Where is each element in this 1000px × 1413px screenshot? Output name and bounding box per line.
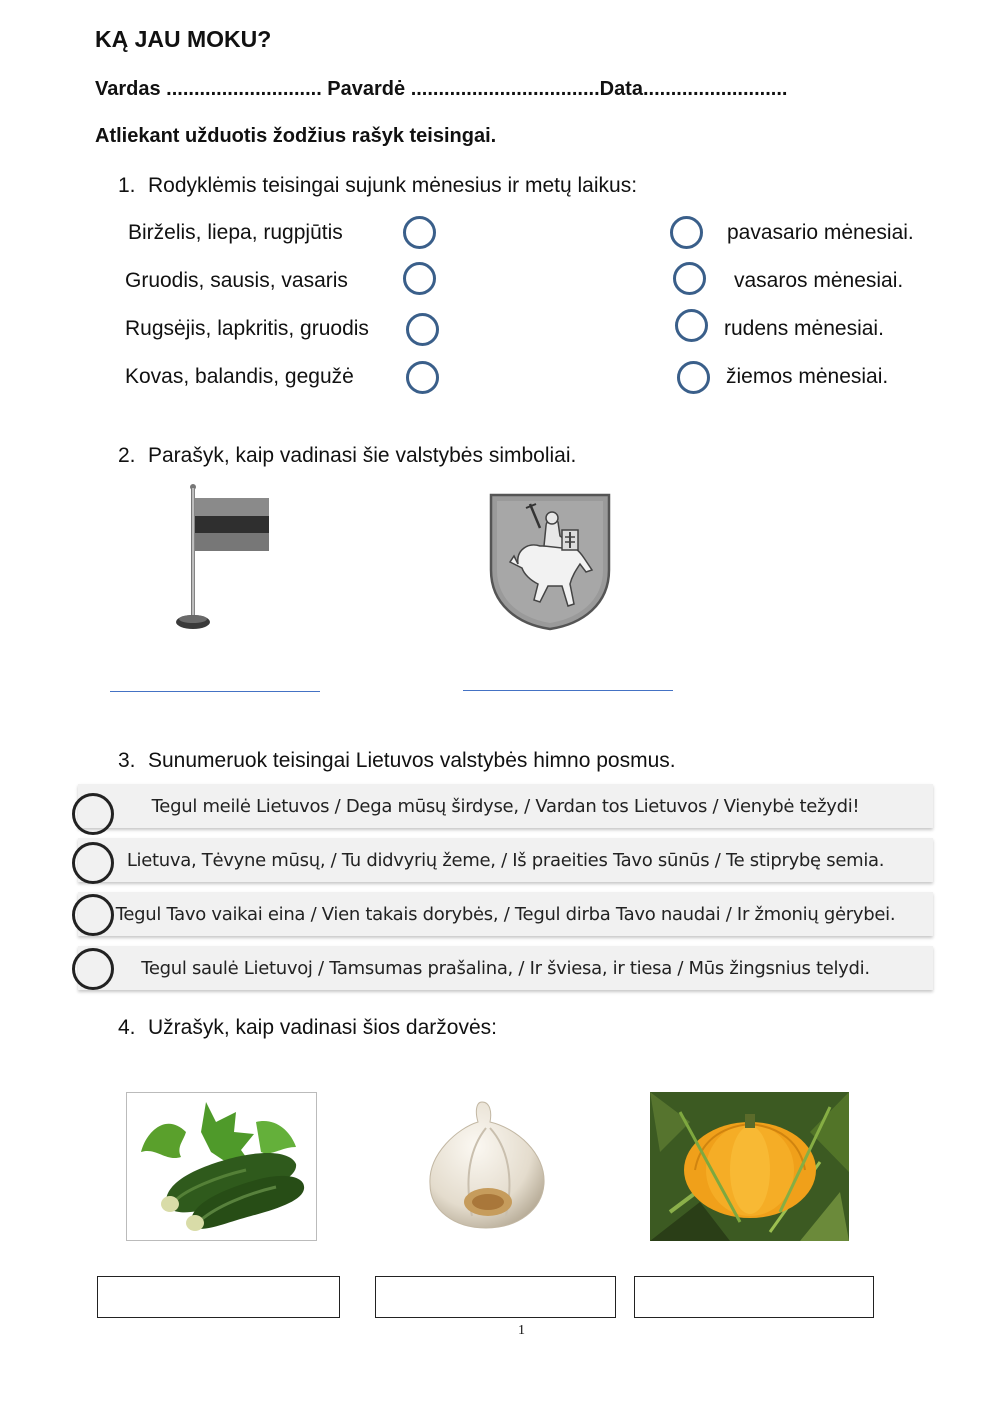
page-number: 1 [518, 1323, 525, 1338]
flag-icon [165, 482, 275, 632]
match-left-winter: Gruodis, sausis, vasaris [125, 269, 348, 292]
match-left-circle-1[interactable] [403, 216, 436, 249]
match-right-circle-3[interactable] [675, 309, 708, 342]
verse-number-circle-2[interactable] [72, 842, 114, 884]
task2-number: 2. [118, 444, 136, 467]
verse-box-1: Tegul meilė Lietuvos / Dega mūsų širdyse, / Vardan tos Lietuvos / Vienybė težydi! [78, 784, 933, 828]
answer-line-coat-of-arms[interactable] [463, 690, 673, 691]
match-left-circle-4[interactable] [406, 361, 439, 394]
task2-heading [118, 444, 576, 468]
page-title: KĄ JAU MOKU? [95, 26, 272, 52]
coat-of-arms-icon [488, 492, 612, 632]
task3-heading [118, 749, 676, 773]
verse-box-3: Tegul Tavo vaikai eina / Vien takais dorybės, / Tegul dirba Tavo naudai / Ir žmonių gėrybei. [78, 892, 933, 936]
garlic-image [420, 1098, 554, 1234]
match-left-summer: Birželis, liepa, rugpjūtis [128, 221, 343, 244]
verse-box-2: Lietuva, Tėvyne mūsų, / Tu didvyrių žeme, / Iš praeities Tavo sūnūs / Te stiprybę semia. [78, 838, 933, 882]
match-right-circle-2[interactable] [673, 262, 706, 295]
instruction: Atliekant užduotis žodžius rašyk teisingai. [95, 125, 497, 147]
match-right-spring: pavasario mėnesiai. [727, 221, 914, 244]
match-left-autumn: Rugsėjis, lapkritis, gruodis [125, 317, 369, 340]
match-left-circle-3[interactable] [406, 313, 439, 346]
task4-heading [118, 1016, 497, 1040]
verse-box-4: Tegul saulė Lietuvoj / Tamsumas prašalina, / Ir šviesa, ir tiesa / Mūs žingsnius telydi. [78, 946, 933, 990]
match-right-circle-4[interactable] [677, 361, 710, 394]
verse-number-circle-3[interactable] [72, 894, 114, 936]
answer-box-garlic[interactable] [375, 1276, 616, 1318]
task1-heading [118, 174, 637, 198]
answer-line-flag[interactable] [110, 691, 320, 692]
answer-box-pumpkin[interactable] [634, 1276, 874, 1318]
zucchini-image [126, 1092, 317, 1241]
task4-number: 4. [118, 1016, 136, 1039]
name-row[interactable]: Vardas ............................ Pavardė ..................................Data.......................... [95, 78, 788, 100]
verse-number-circle-1[interactable] [72, 793, 114, 835]
task1-number: 1. [118, 174, 136, 197]
task3-text: Sunumeruok teisingai Lietuvos valstybės himno posmus. [148, 749, 676, 772]
match-right-winter: žiemos mėnesiai. [726, 365, 889, 388]
verse-number-circle-4[interactable] [72, 948, 114, 990]
task1-text: Rodyklėmis teisingai sujunk mėnesius ir metų laikus: [148, 174, 638, 197]
task2-text: Parašyk, kaip vadinasi šie valstybės simboliai. [148, 444, 577, 467]
answer-box-zucchini[interactable] [97, 1276, 340, 1318]
match-right-summer: vasaros mėnesiai. [734, 269, 904, 292]
pumpkin-image [650, 1092, 849, 1241]
task4-text: Užrašyk, kaip vadinasi šios daržovės: [148, 1016, 497, 1039]
task3-number: 3. [118, 749, 136, 772]
match-right-autumn: rudens mėnesiai. [724, 317, 884, 340]
match-left-circle-2[interactable] [403, 262, 436, 295]
match-left-spring: Kovas, balandis, gegužė [125, 365, 354, 388]
match-right-circle-1[interactable] [670, 216, 703, 249]
